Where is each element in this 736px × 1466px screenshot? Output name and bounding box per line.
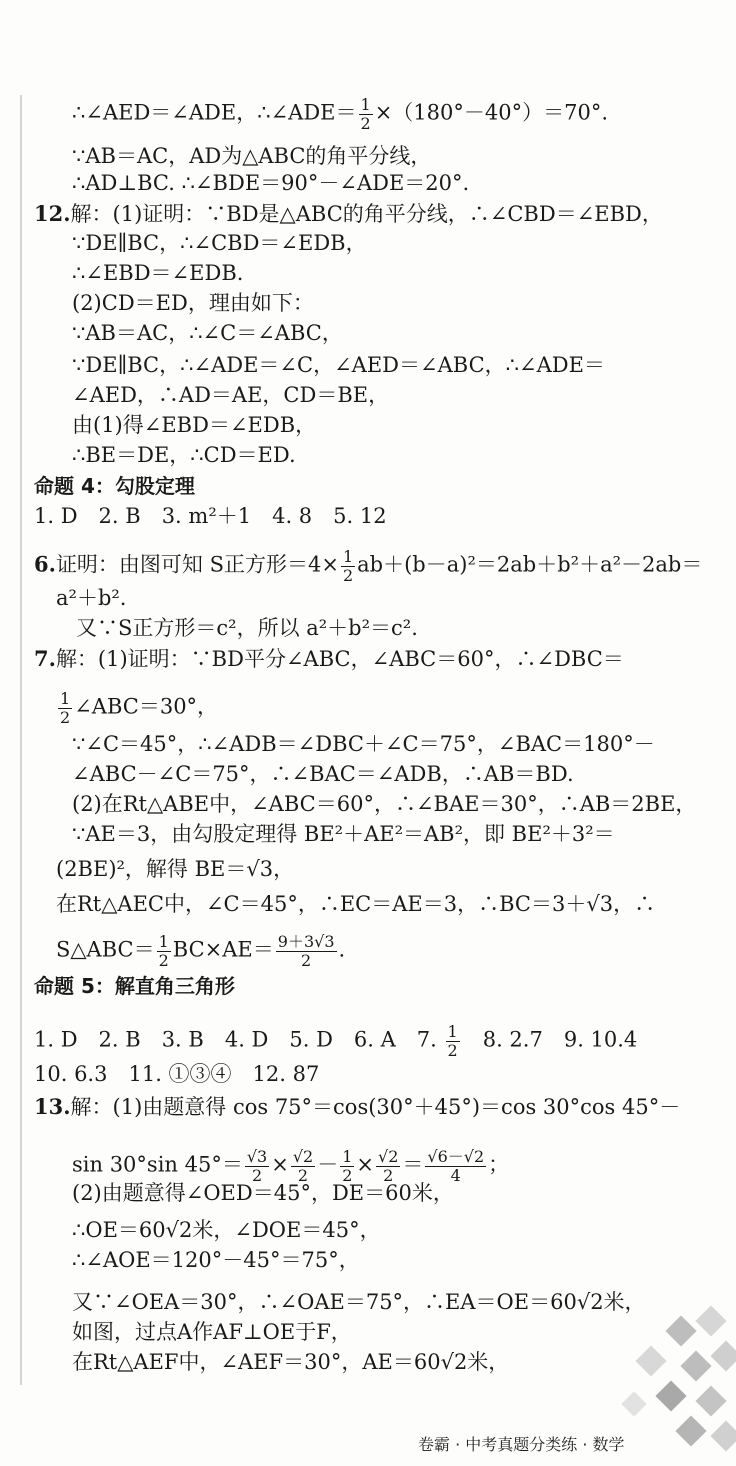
answer-line — [72, 173, 469, 194]
fraction-denominator: 2 — [60, 707, 71, 727]
fraction-denominator: 2 — [301, 950, 312, 970]
answer-line — [72, 415, 316, 436]
fraction — [376, 1148, 400, 1184]
fraction-denominator: 2 — [251, 1165, 263, 1185]
line-text: － — [317, 1152, 339, 1177]
answer-line — [76, 618, 418, 639]
line-text: ∴∠EBD＝∠EDB. — [72, 261, 244, 285]
line-text: ∵DE∥BC，∴∠CBD＝∠EDB， — [72, 231, 367, 255]
line-text: ∵AE＝3，由勾股定理得 BE²＋AE²＝AB²，即 BE²＋3²＝ — [72, 822, 615, 846]
page-footer: 卷霸 · 中考真题分类练 · 数学 — [418, 1435, 625, 1454]
answer-line — [56, 690, 218, 726]
fraction-denominator: 2 — [342, 565, 354, 585]
answer-line — [72, 764, 574, 785]
fraction-denominator: 2 — [297, 1165, 309, 1185]
line-text: 8. 2.7 9. 10.4 — [461, 1027, 638, 1052]
line-text: ∵AB＝AC，AD为△ABC的角平分线， — [72, 144, 432, 168]
fraction — [359, 96, 373, 132]
line-text: ×（180°－40°）＝70°. — [374, 100, 608, 125]
answer-line — [72, 794, 696, 815]
heading-text: 命题 4：勾股定理 — [34, 474, 195, 498]
answer-line — [34, 548, 702, 584]
answer-line — [34, 506, 387, 527]
answer-line — [56, 894, 655, 915]
answer-line — [72, 96, 608, 132]
answer-line — [34, 1064, 319, 1085]
fraction-numerator: 1 — [60, 689, 71, 708]
heading-text: 命题 5：解直角三角形 — [34, 974, 235, 998]
line-text: 在Rt△AEC中，∠C＝45°，∴EC＝AE＝3，∴BC＝3＋√3，∴ — [56, 892, 656, 916]
fraction-denominator: 2 — [360, 113, 371, 133]
line-text: 证明：由图可知 S正方形＝4× — [55, 552, 339, 577]
answer-line — [72, 355, 605, 376]
answer-line — [72, 146, 431, 167]
fraction — [446, 1023, 460, 1059]
answer-line — [72, 385, 389, 406]
line-text: 1. D 2. B 3. B 4. D 5. D 6. A 7. — [34, 1027, 444, 1052]
answer-line — [72, 1322, 352, 1343]
answer-line — [72, 233, 367, 254]
fraction-numerator: √6－√2 — [427, 1147, 485, 1166]
line-text: 如图，过点A作AF⊥OE于F， — [72, 1320, 352, 1344]
fraction — [157, 933, 171, 969]
line-text: 解：(1)由题意得 cos 75°＝cos(30°＋45°)＝cos 30°cos 45°－ — [70, 1095, 681, 1119]
line-text: ∴AD⊥BC. ∴∠BDE＝90°－∠ADE＝20°. — [72, 171, 470, 195]
line-text: ； — [488, 1152, 510, 1177]
answer-line — [72, 734, 655, 755]
corner-pattern — [600, 1300, 736, 1466]
line-text: ＝ — [402, 1152, 424, 1177]
answer-line — [72, 1352, 509, 1373]
fraction — [291, 1148, 315, 1184]
fraction-numerator: 9＋3√3 — [277, 932, 335, 951]
fraction-numerator: 1 — [342, 547, 354, 566]
line-text: ∠ABC＝30°， — [74, 694, 219, 719]
answer-line — [72, 323, 343, 344]
line-text: 在Rt△AEF中，∠AEF＝30°，AE＝60√2米， — [72, 1350, 510, 1374]
fraction — [276, 933, 337, 969]
fraction-denominator: 2 — [447, 1040, 458, 1060]
line-text: 又∵∠OEA＝30°，∴∠OAE＝75°，∴EA＝OE＝60√2米， — [72, 1290, 646, 1314]
line-text: ∵∠C＝45°，∴∠ADB＝∠DBC＋∠C＝75°，∠BAC＝180°－ — [72, 732, 655, 756]
answer-line — [72, 1220, 381, 1241]
section-heading — [34, 976, 235, 996]
answer-line — [72, 1292, 646, 1313]
answer-line — [72, 1148, 509, 1184]
fraction-numerator: 1 — [342, 1147, 353, 1166]
fraction-denominator: 2 — [383, 1165, 394, 1185]
question-number: 12. — [34, 201, 71, 226]
answer-line — [72, 1183, 454, 1204]
line-text: BC×AE＝ — [172, 937, 274, 962]
answer-line — [56, 588, 126, 609]
line-text: . — [338, 937, 346, 962]
fraction-numerator: √2 — [292, 1147, 314, 1166]
line-text: 由(1)得∠EBD＝∠EDB， — [72, 413, 317, 437]
line-text: ∠ABC－∠C＝75°，∴∠BAC＝∠ADB，∴AB＝BD. — [72, 762, 574, 786]
line-text: 10. 6.3 11. ①③④ 12. 87 — [34, 1062, 320, 1086]
fraction-denominator: 2 — [342, 1165, 353, 1185]
answer-line — [34, 203, 663, 225]
line-text: ∵AB＝AC，∴∠C＝∠ABC， — [72, 321, 343, 345]
line-text: ab＋(b－a)²＝2ab＋b²＋a²－2ab＝ — [357, 552, 703, 577]
fraction-denominator: 4 — [450, 1165, 461, 1185]
line-text: S△ABC＝ — [56, 937, 155, 962]
line-text: × — [356, 1152, 374, 1177]
answer-line — [34, 1023, 637, 1059]
question-number: 13. — [34, 1094, 71, 1119]
line-text: (2BE)²，解得 BE＝√3， — [56, 857, 295, 881]
answer-line — [56, 859, 294, 880]
line-text: (2)CD＝ED，理由如下： — [72, 291, 314, 315]
fraction — [58, 690, 72, 726]
answer-line — [72, 293, 314, 314]
line-text: × — [271, 1152, 289, 1177]
line-text: ∴∠AED＝∠ADE，∴∠ADE＝ — [72, 100, 357, 125]
line-text: ∴∠AOE＝120°－45°＝75°， — [72, 1248, 360, 1272]
fraction — [245, 1148, 269, 1184]
fraction — [341, 548, 355, 584]
margin-rule — [20, 95, 22, 1385]
line-text: (2)在Rt△ABE中，∠ABC＝60°，∴∠BAE＝30°，∴AB＝2BE， — [72, 792, 697, 816]
line-text: ∠AED，∴AD＝AE，CD＝BE， — [72, 383, 390, 407]
answer-line — [34, 648, 624, 670]
line-text: sin 30°sin 45°＝ — [72, 1152, 243, 1177]
fraction — [340, 1148, 354, 1184]
answer-line — [72, 824, 615, 845]
answer-line — [72, 445, 296, 466]
section-heading — [34, 476, 195, 496]
line-text: a²＋b². — [56, 586, 127, 610]
line-text: 解：(1)证明：∵BD平分∠ABC，∠ABC＝60°，∴∠DBC＝ — [55, 647, 624, 671]
line-text: ∴OE＝60√2米，∠DOE＝45°， — [72, 1218, 381, 1242]
answer-line — [72, 263, 243, 284]
line-text: 1. D 2. B 3. m²＋1 4. 8 5. 12 — [34, 504, 387, 528]
fraction-numerator: √3 — [246, 1147, 268, 1166]
fraction-numerator: √2 — [378, 1147, 399, 1166]
answer-line — [56, 933, 345, 969]
line-text: 解：(1)证明：∵BD是△ABC的角平分线，∴∠CBD＝∠EBD， — [70, 202, 663, 226]
question-number: 7. — [34, 646, 56, 671]
fraction — [425, 1148, 486, 1184]
line-text: 又∵S正方形＝c²，所以 a²＋b²＝c². — [76, 616, 418, 640]
fraction-numerator: 1 — [360, 95, 371, 114]
line-text: ∴BE＝DE，∴CD＝ED. — [72, 443, 296, 467]
line-text: (2)由题意得∠OED＝45°，DE＝60米， — [72, 1181, 454, 1205]
fraction-numerator: 1 — [447, 1022, 458, 1041]
answer-line — [34, 1096, 680, 1118]
question-number: 6. — [34, 551, 56, 577]
answer-line — [72, 1250, 360, 1271]
fraction-numerator: 1 — [158, 932, 169, 951]
fraction-denominator: 2 — [158, 950, 169, 970]
line-text: ∵DE∥BC，∴∠ADE＝∠C，∠AED＝∠ABC，∴∠ADE＝ — [72, 353, 605, 377]
